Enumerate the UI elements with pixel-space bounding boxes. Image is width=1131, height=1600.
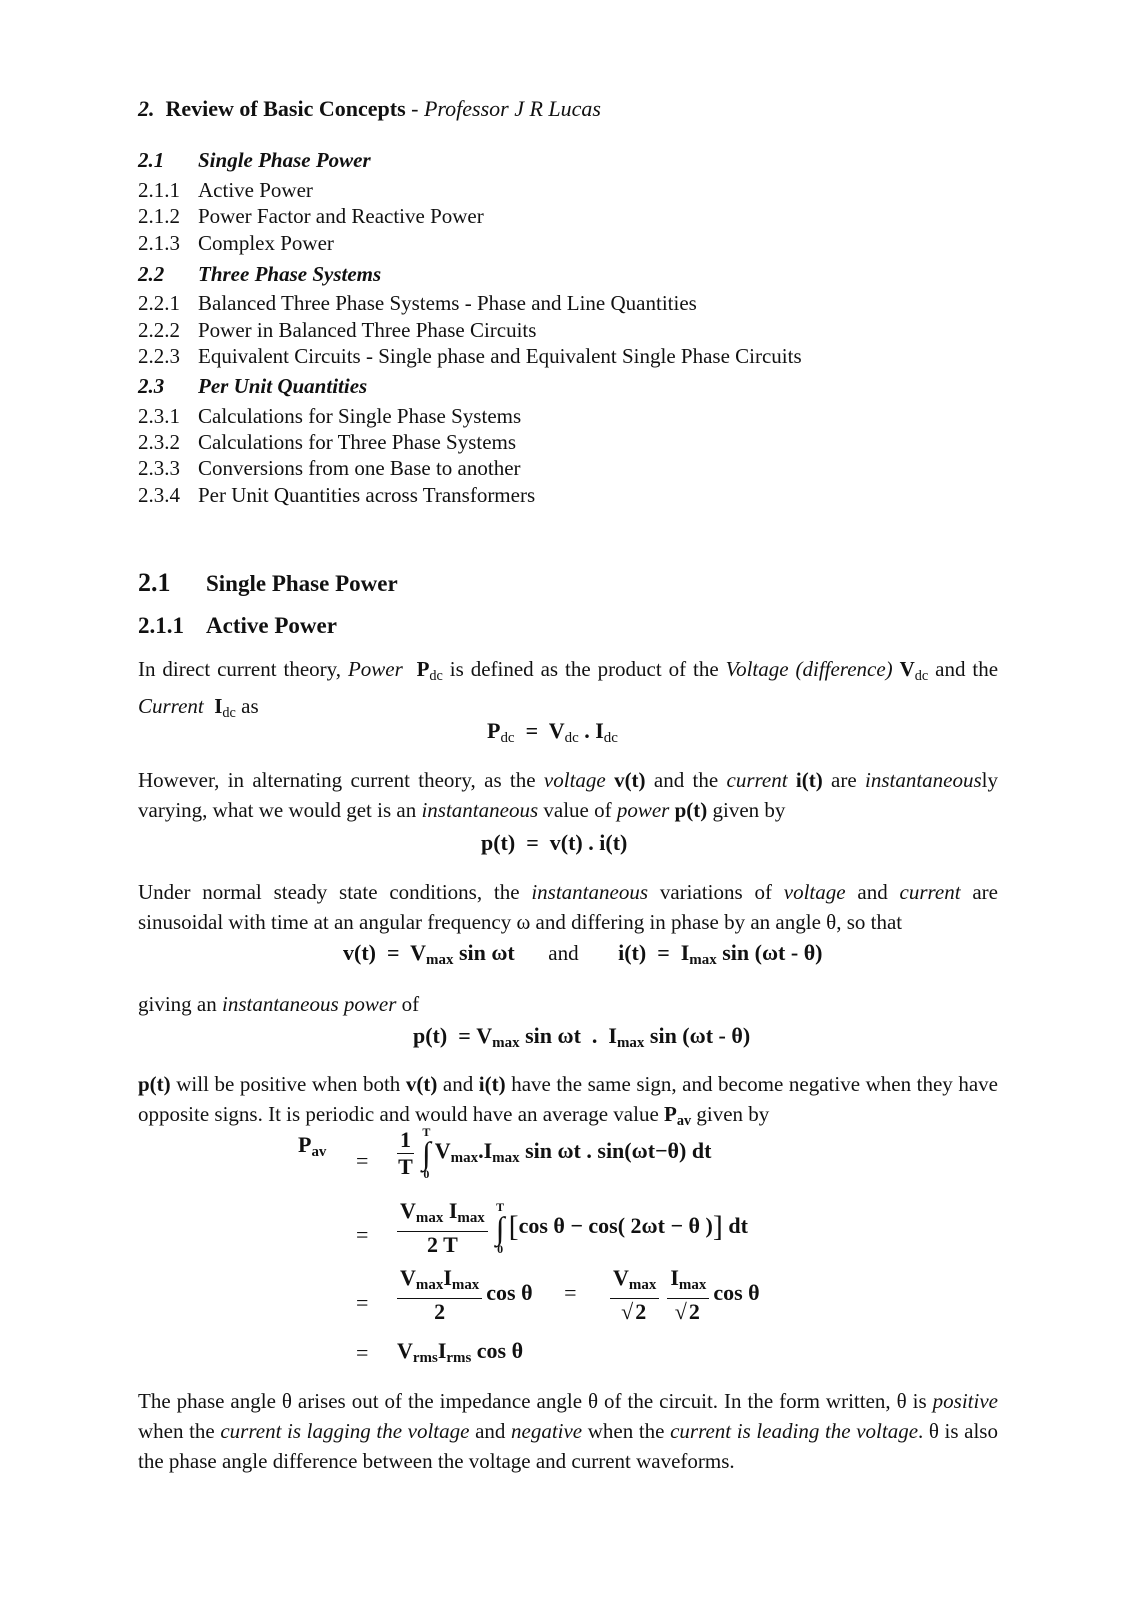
equation-instantaneous-power: p(t) = v(t) . i(t): [481, 830, 628, 855]
toc-item-number: 2.2.3: [138, 344, 180, 368]
paragraph-sinusoidal: Under normal steady state conditions, the instantaneous variations of voltage and current are sinusoidal with time at an angular frequency ω and differing in phase by an angle θ, so that: [138, 880, 998, 934]
heading-number: 2.: [138, 96, 155, 121]
equation-dc-power: $P_{dc} = V_{dc}$ . $I_{dc}$: [487, 718, 618, 747]
toc-item-number: 2.1.1: [138, 178, 180, 202]
equals-sign-2: =: [356, 1222, 369, 1247]
toc-item-number: 2.3.3: [138, 456, 180, 480]
equation-pav-rms: $V_{rms}I_{rms}$ cos θ: [397, 1338, 524, 1367]
toc-item-number: 2.3: [138, 374, 165, 398]
toc-item: [138, 483, 535, 508]
toc-item: [138, 430, 516, 455]
toc-item-label: Calculations for Single Phase Systems: [198, 404, 522, 428]
equals-sign-1: =: [356, 1148, 369, 1173]
toc-item: [138, 318, 536, 343]
toc-item: [138, 291, 697, 316]
equation-pav-lhs: $P_{av}$: [298, 1132, 327, 1161]
equation-voltage-current: $v(t) = V_{max}$ sin ωt and $i(t) = I_{max}$ sin (ωt - θ): [343, 940, 823, 969]
toc-item: [138, 344, 802, 369]
toc-item-number: 2.3.2: [138, 430, 180, 454]
section-title: Single Phase Power: [206, 571, 398, 596]
toc-item-label: Three Phase Systems: [198, 262, 382, 286]
toc-item-label: Conversions from one Base to another: [198, 456, 521, 480]
toc-item-number: 2.2.1: [138, 291, 180, 315]
heading-author: Professor J R Lucas: [423, 96, 601, 121]
paragraph-dc-power: In direct current theory, Power $P_{dc}$ is defined as the product of the Voltage (difference) $V_{dc}$ and the Current $I_{dc}$ as: [138, 657, 999, 721]
toc-item: [138, 262, 381, 287]
paragraph-phase-angle: The phase angle θ arises out of the impedance angle θ of the circuit. In the form written, θ is positive when the current is lagging the voltage and negative when the current is leading the voltage. θ is also the phase angle difference between the voltage and current waveforms.: [138, 1389, 998, 1473]
toc-item-number: 2.2: [138, 262, 165, 286]
toc-item-number: 2.1.2: [138, 204, 180, 228]
equals-sign-4: =: [356, 1340, 369, 1365]
subsection-number: 2.1.1: [138, 613, 184, 638]
toc-item-number: 2.1.3: [138, 231, 180, 255]
heading-title: Review of Basic Concepts: [165, 96, 406, 121]
section-heading: [138, 568, 398, 598]
paragraph-ac-power: However, in alternating current theory, as the voltage v(t) and the current i(t) are instantaneously varying, what we would get is an instantaneous value of power p(t) given by: [138, 768, 999, 822]
toc-item: [138, 178, 313, 203]
document-heading: [138, 96, 601, 122]
paragraph-giving: giving an instantaneous power of: [138, 992, 420, 1016]
toc-item-number: 2.1: [138, 148, 165, 172]
toc-item-label: Power Factor and Reactive Power: [198, 204, 484, 228]
paragraph-periodic: p(t) will be positive when both v(t) and i(t) have the same sign, and become negative when they have opposite signs. It is periodic and would have an average value $P_{av}$ given by: [138, 1072, 998, 1129]
toc-item: [138, 456, 521, 481]
toc-item-label: Equivalent Circuits - Single phase and Equivalent Single Phase Circuits: [198, 344, 802, 368]
equation-pav-half: $\frac{V_{max}I_{max}}{2}$ cos θ = $\frac{V_{max}}{√2}$ $\frac{I_{max}}{√2}$ cos θ: [393, 1266, 760, 1324]
section-number: 2.1: [138, 568, 171, 597]
equation-instantaneous-product: $p(t) = V_{max}$ sin ωt . $I_{max}$ sin (ωt - θ): [413, 1023, 751, 1052]
toc-item-label: Per Unit Quantities across Transformers: [198, 483, 536, 507]
toc-item-label: Balanced Three Phase Systems - Phase and Line Quantities: [198, 291, 697, 315]
equation-pav-integral: $\frac{1}{T}$ T ∫ 0 $V_{max}.I_{max}$ sin ωt . sin(ωt−θ) dt: [398, 1125, 712, 1181]
toc-item: [138, 374, 367, 399]
heading-separator: -: [405, 96, 424, 121]
equals-sign-3: =: [356, 1290, 369, 1315]
toc-item-label: Power in Balanced Three Phase Circuits: [198, 318, 537, 342]
toc-item: [138, 231, 334, 256]
subsection-title: Active Power: [206, 613, 337, 638]
equation-pav-cos-expansion: $\frac{V_{max} I_{max}}{2 T}$ T ∫ 0 [cos θ − cos( 2ωt − θ )] dt: [393, 1199, 748, 1257]
toc-item-number: 2.2.2: [138, 318, 180, 342]
toc-item-label: Complex Power: [198, 231, 334, 255]
toc-item-number: 2.3.4: [138, 483, 180, 507]
toc-item: [138, 148, 371, 173]
toc-item-number: 2.3.1: [138, 404, 180, 428]
toc-item-label: Single Phase Power: [198, 148, 371, 172]
toc-item-label: Active Power: [198, 178, 313, 202]
toc-item-label: Per Unit Quantities: [198, 374, 368, 398]
toc-item: [138, 404, 521, 429]
toc-item-label: Calculations for Three Phase Systems: [198, 430, 517, 454]
toc-item: [138, 204, 484, 229]
subsection-heading: [138, 613, 337, 639]
